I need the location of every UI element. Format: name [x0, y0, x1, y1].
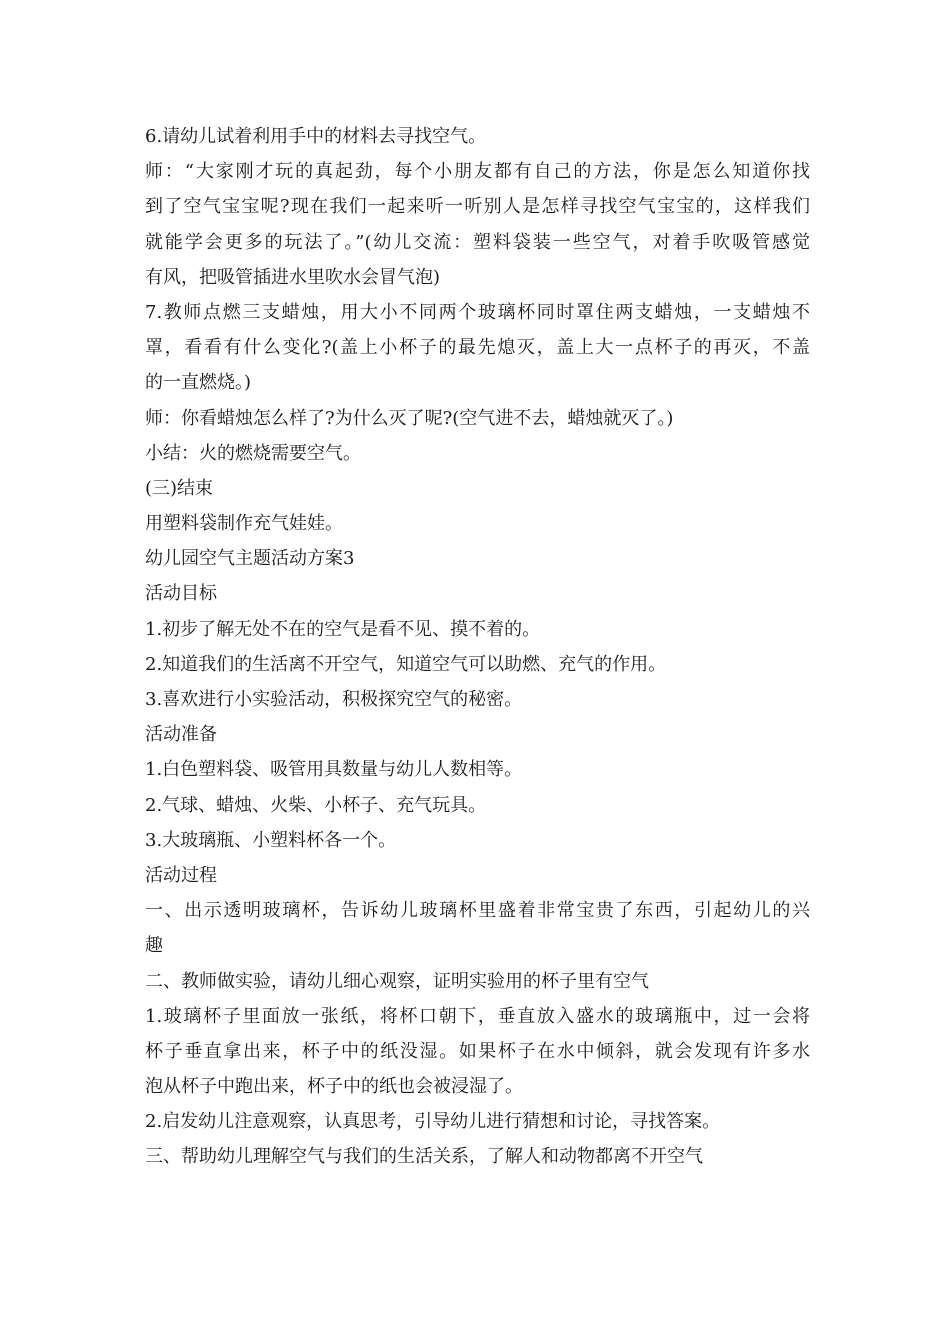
text-line: 师：你看蜡烛怎么样了?为什么灭了呢?(空气进不去，蜡烛就灭了。) [145, 407, 674, 429]
text-line: 到了空气宝宝呢?现在我们一起来听一听别人是怎样寻找空气宝宝的，这样我们 [145, 196, 810, 218]
text-line: 的一直燃烧。) [145, 372, 252, 394]
section-heading: (三)结束 [145, 477, 214, 499]
text-line: 2.知道我们的生活离不开空气，知道空气可以助燃、充气的作用。 [145, 653, 667, 675]
text-line: 2.气球、蜡烛、火柴、小杯子、充气玩具。 [145, 794, 487, 816]
text-line: 罩，看看有什么变化?(盖上小杯子的最先熄灭，盖上大一点杯子的再灭，不盖 [145, 337, 810, 359]
text-line: 杯子垂直拿出来，杯子中的纸没湿。如果杯子在水中倾斜，就会发现有许多水 [145, 1040, 810, 1062]
document-body [145, 119, 810, 1175]
text-line: 3.大玻璃瓶、小塑料杯各一个。 [145, 829, 397, 851]
text-line: 有风，把吸管插进水里吹水会冒气泡) [145, 266, 441, 288]
text-line: 2.启发幼儿注意观察，认真思考，引导幼儿进行猜想和讨论，寻找答案。 [145, 1111, 721, 1133]
text-line: 3.喜欢进行小实验活动，积极探究空气的秘密。 [145, 689, 523, 710]
section-heading: 活动目标 [145, 583, 217, 605]
document-title: 幼儿园空气主题活动方案3 [145, 548, 355, 570]
section-heading: 活动准备 [145, 724, 217, 746]
text-line: 1.白色塑料袋、吸管用具数量与幼儿人数相等。 [145, 759, 523, 781]
text-line: 1.玻璃杯子里面放一张纸，将杯口朝下，垂直放入盛水的玻璃瓶中，过一会将 [145, 1005, 810, 1027]
text-line: 7.教师点燃三支蜡烛，用大小不同两个玻璃杯同时罩住两支蜡烛，一支蜡烛不 [145, 301, 810, 323]
text-line: 师：“大家刚才玩的真起劲，每个小朋友都有自己的方法，你是怎么知道你找 [145, 161, 810, 183]
text-line: 一、出示透明玻璃杯，告诉幼儿玻璃杯里盛着非常宝贵了东西，引起幼儿的兴 [145, 900, 810, 922]
text-line: 小结：火的燃烧需要空气。 [145, 442, 361, 464]
text-line: 用塑料袋制作充气娃娃。 [145, 513, 343, 535]
text-line: 泡从杯子中跑出来，杯子中的纸也会被浸湿了。 [145, 1076, 523, 1098]
text-line: 趣 [145, 935, 163, 957]
text-line: 6.请幼儿试着利用手中的材料去寻找空气。 [145, 126, 487, 147]
text-line: 1.初步了解无处不在的空气是看不见、摸不着的。 [145, 618, 541, 640]
text-line: 就能学会更多的玩法了。”(幼儿交流：塑料袋装一些空气，对着手吹吸管感觉 [145, 231, 810, 253]
section-heading: 活动过程 [145, 864, 217, 886]
text-line: 三、帮助幼儿理解空气与我们的生活关系，了解人和动物都离不开空气 [145, 1146, 703, 1168]
text-line: 二、教师做实验，请幼儿细心观察，证明实验用的杯子里有空气 [145, 970, 649, 992]
